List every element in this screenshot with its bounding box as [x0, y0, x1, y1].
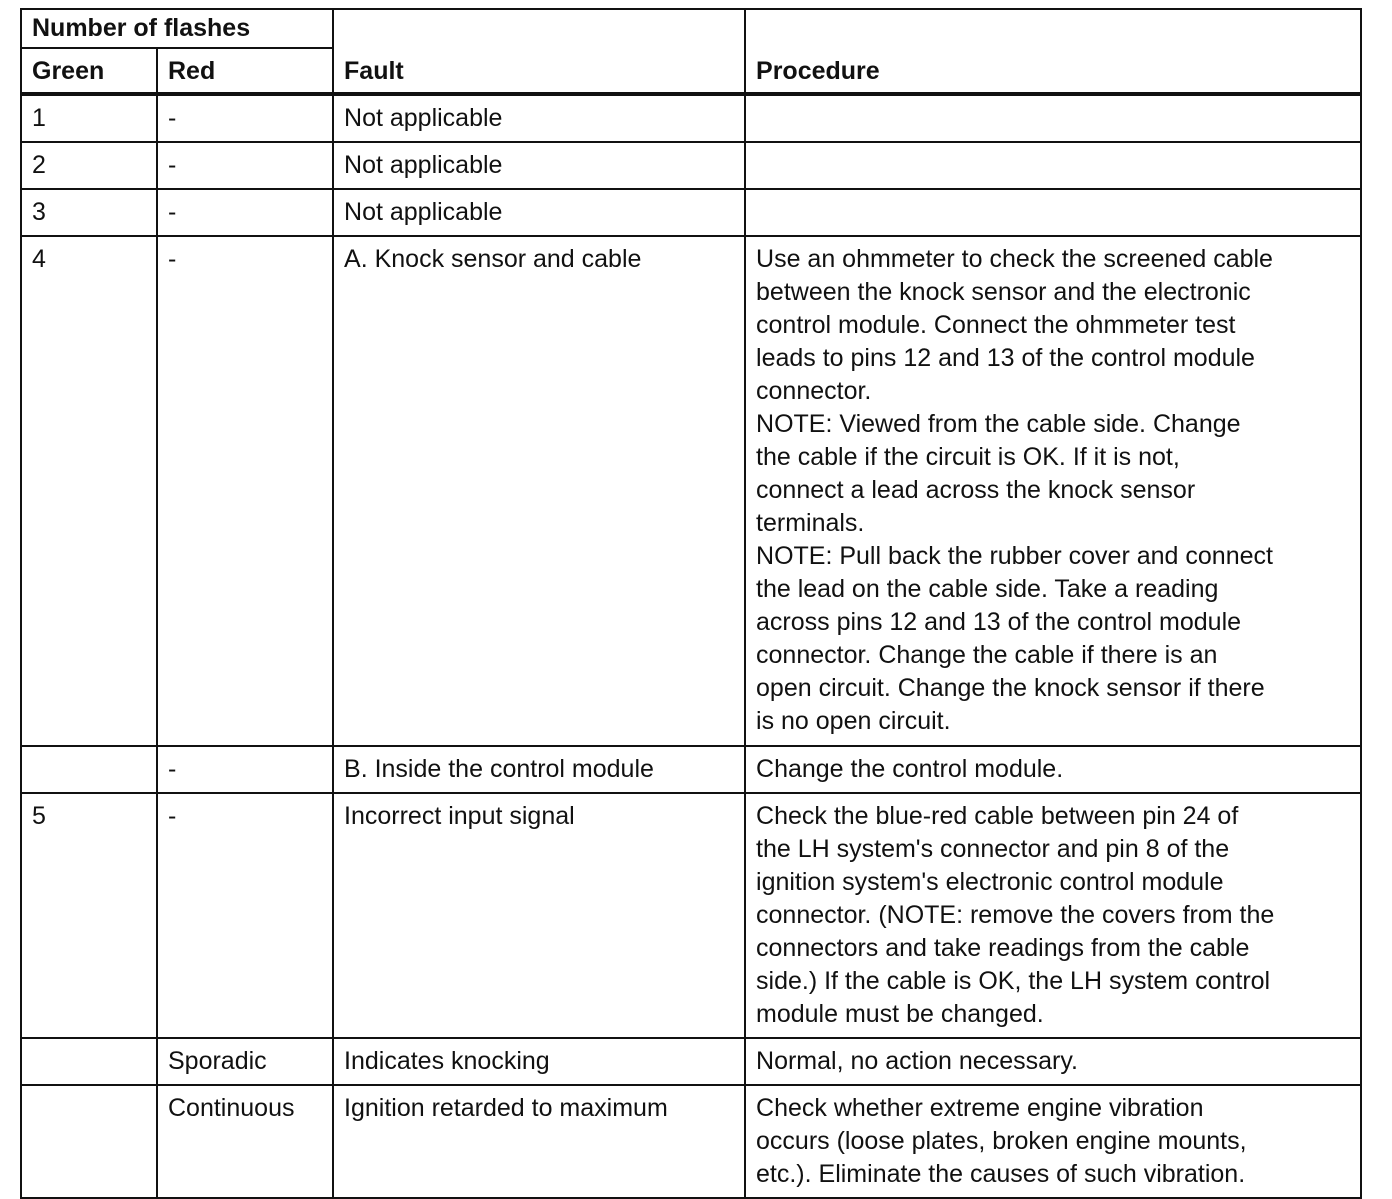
green-flashes-cell: [21, 1038, 157, 1085]
procedure-line: connector. Change the cable if there is an: [756, 641, 1218, 669]
procedure-line: connector.: [756, 377, 872, 405]
procedure-cell: [745, 236, 1361, 746]
fault-cell: Not applicable: [333, 94, 745, 142]
procedure-line: open circuit. Change the knock sensor if there: [756, 674, 1265, 702]
table-row: [21, 793, 1361, 1038]
procedure-line: control module. Connect the ohmmeter test: [756, 311, 1236, 339]
red-flashes-cell: -: [157, 142, 333, 189]
procedure-line: connect a lead across the knock sensor: [756, 476, 1196, 504]
procedure-line: module must be changed.: [756, 1000, 1044, 1028]
red-flashes-cell: -: [157, 793, 333, 1038]
fault-cell: Not applicable: [333, 189, 745, 236]
document-page: [20, 8, 1360, 1199]
procedure-line: Change the control module.: [756, 755, 1064, 783]
procedure-line: side.) If the cable is OK, the LH system control: [756, 967, 1271, 995]
table-row: [21, 142, 1361, 189]
procedure-cell: [745, 1085, 1361, 1198]
procedure-line: connector. (NOTE: remove the covers from the: [756, 901, 1275, 929]
procedure-line: across pins 12 and 13 of the control module: [756, 608, 1242, 636]
green-flashes-cell: [21, 746, 157, 793]
fault-code-table: [20, 8, 1362, 1199]
procedure-line: between the knock sensor and the electronic: [756, 278, 1251, 306]
red-flashes-cell: -: [157, 94, 333, 142]
green-flashes-cell: 2: [21, 142, 157, 189]
procedure-line: the lead on the cable side. Take a reading: [756, 575, 1219, 603]
green-flashes-cell: 4: [21, 236, 157, 746]
procedure-line: the cable if the circuit is OK. If it is not,: [756, 443, 1180, 471]
red-flashes-cell: -: [157, 236, 333, 746]
red-flashes-cell: Sporadic: [157, 1038, 333, 1085]
procedure-line: ignition system's electronic control module: [756, 868, 1224, 896]
table-row: [21, 94, 1361, 142]
header-procedure: Procedure: [745, 9, 1361, 94]
procedure-cell: [745, 746, 1361, 793]
procedure-line: Check the blue-red cable between pin 24 of: [756, 802, 1239, 830]
green-flashes-cell: 1: [21, 94, 157, 142]
fault-cell: Ignition retarded to maximum: [333, 1085, 745, 1198]
procedure-line: occurs (loose plates, broken engine mounts,: [756, 1127, 1247, 1155]
red-flashes-cell: -: [157, 746, 333, 793]
procedure-cell: [745, 1038, 1361, 1085]
procedure-line: leads to pins 12 and 13 of the control module: [756, 344, 1255, 372]
header-fault: Fault: [333, 9, 745, 94]
procedure-line: Use an ohmmeter to check the screened cable: [756, 245, 1273, 273]
table-row: [21, 746, 1361, 793]
procedure-line: connectors and take readings from the cable: [756, 934, 1250, 962]
procedure-cell: [745, 793, 1361, 1038]
table-row: [21, 1085, 1361, 1198]
green-flashes-cell: 3: [21, 189, 157, 236]
procedure-line: etc.). Eliminate the causes of such vibration.: [756, 1160, 1246, 1188]
fault-cell: Indicates knocking: [333, 1038, 745, 1085]
table-row: [21, 1038, 1361, 1085]
procedure-line: Normal, no action necessary.: [756, 1047, 1078, 1075]
procedure-cell: [745, 189, 1361, 236]
procedure-line: NOTE: Viewed from the cable side. Change: [756, 410, 1241, 438]
red-flashes-cell: -: [157, 189, 333, 236]
red-flashes-cell: Continuous: [157, 1085, 333, 1198]
green-flashes-cell: 5: [21, 793, 157, 1038]
procedure-line: terminals.: [756, 509, 865, 537]
fault-cell: Incorrect input signal: [333, 793, 745, 1038]
procedure-cell: [745, 94, 1361, 142]
header-number-of-flashes: Number of flashes: [21, 9, 333, 48]
fault-cell: B. Inside the control module: [333, 746, 745, 793]
header-row-1: [21, 9, 1361, 48]
procedure-line: NOTE: Pull back the rubber cover and connect: [756, 542, 1273, 570]
header-red: Red: [157, 48, 333, 94]
green-flashes-cell: [21, 1085, 157, 1198]
procedure-line: Check whether extreme engine vibration: [756, 1094, 1204, 1122]
procedure-line: the LH system's connector and pin 8 of the: [756, 835, 1230, 863]
table-row: [21, 189, 1361, 236]
procedure-line: is no open circuit.: [756, 707, 951, 735]
header-green: Green: [21, 48, 157, 94]
fault-cell: Not applicable: [333, 142, 745, 189]
fault-cell: A. Knock sensor and cable: [333, 236, 745, 746]
procedure-cell: [745, 142, 1361, 189]
table-row: [21, 236, 1361, 746]
